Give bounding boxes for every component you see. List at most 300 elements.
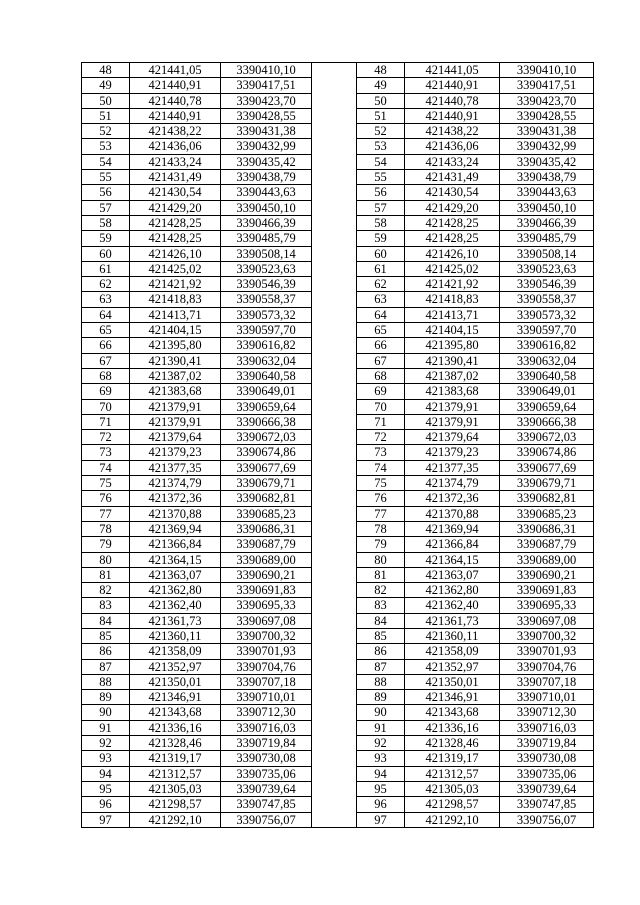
point-number-cell: 80	[357, 552, 405, 567]
y-coordinate-cell: 3390659,64	[221, 399, 312, 414]
point-number-cell: 76	[357, 491, 405, 506]
x-coordinate-cell: 421343,68	[405, 705, 500, 720]
table-row	[357, 200, 594, 215]
x-coordinate-cell: 421352,97	[405, 659, 500, 674]
x-coordinate-cell: 421361,73	[130, 613, 221, 628]
y-coordinate-cell: 3390685,23	[500, 506, 594, 521]
y-coordinate-cell: 3390747,85	[221, 797, 312, 812]
y-coordinate-cell: 3390707,18	[221, 674, 312, 689]
point-number-cell: 62	[82, 277, 130, 292]
table-row	[82, 399, 312, 414]
table-row	[82, 567, 312, 582]
y-coordinate-cell: 3390704,76	[221, 659, 312, 674]
table-row	[357, 307, 594, 322]
point-number-cell: 84	[357, 613, 405, 628]
table-row	[82, 185, 312, 200]
x-coordinate-cell: 421350,01	[130, 674, 221, 689]
table-row	[82, 797, 312, 812]
point-number-cell: 91	[82, 720, 130, 735]
table-row	[357, 736, 594, 751]
point-number-cell: 83	[82, 598, 130, 613]
point-number-cell: 77	[82, 506, 130, 521]
y-coordinate-cell: 3390558,37	[221, 292, 312, 307]
x-coordinate-cell: 421431,49	[130, 170, 221, 185]
x-coordinate-cell: 421369,94	[405, 521, 500, 536]
y-coordinate-cell: 3390689,00	[221, 552, 312, 567]
x-coordinate-cell: 421418,83	[405, 292, 500, 307]
table-row	[357, 659, 594, 674]
point-number-cell: 59	[82, 231, 130, 246]
table-row	[357, 430, 594, 445]
point-number-cell: 87	[82, 659, 130, 674]
x-coordinate-cell: 421377,35	[130, 460, 221, 475]
x-coordinate-cell: 421305,03	[405, 781, 500, 796]
point-number-cell: 65	[82, 323, 130, 338]
table-row	[82, 812, 312, 827]
x-coordinate-cell: 421429,20	[405, 200, 500, 215]
table-row	[357, 766, 594, 781]
table-row	[357, 338, 594, 353]
table-row	[82, 552, 312, 567]
point-number-cell: 64	[357, 307, 405, 322]
table-row	[82, 154, 312, 169]
y-coordinate-cell: 3390432,99	[500, 139, 594, 154]
point-number-cell: 61	[82, 261, 130, 276]
point-number-cell: 82	[357, 583, 405, 598]
table-row	[357, 476, 594, 491]
x-coordinate-cell: 421379,91	[130, 399, 221, 414]
x-coordinate-cell: 421358,09	[130, 644, 221, 659]
point-number-cell: 76	[82, 491, 130, 506]
x-coordinate-cell: 421336,16	[130, 720, 221, 735]
point-number-cell: 96	[82, 797, 130, 812]
point-number-cell: 69	[357, 384, 405, 399]
table-row	[357, 628, 594, 643]
y-coordinate-cell: 3390677,69	[221, 460, 312, 475]
y-coordinate-cell: 3390719,84	[500, 736, 594, 751]
y-coordinate-cell: 3390523,63	[221, 261, 312, 276]
point-number-cell: 97	[82, 812, 130, 827]
x-coordinate-cell: 421363,07	[130, 567, 221, 582]
coordinate-table-body	[357, 63, 594, 828]
y-coordinate-cell: 3390686,31	[221, 521, 312, 536]
point-number-cell: 49	[357, 78, 405, 93]
x-coordinate-cell: 421292,10	[130, 812, 221, 827]
y-coordinate-cell: 3390546,39	[500, 277, 594, 292]
point-number-cell: 89	[82, 690, 130, 705]
table-row	[82, 674, 312, 689]
point-number-cell: 66	[357, 338, 405, 353]
y-coordinate-cell: 3390485,79	[500, 231, 594, 246]
table-row	[82, 384, 312, 399]
y-coordinate-cell: 3390428,55	[221, 108, 312, 123]
point-number-cell: 50	[357, 93, 405, 108]
point-number-cell: 58	[82, 215, 130, 230]
y-coordinate-cell: 3390450,10	[500, 200, 594, 215]
table-row	[357, 231, 594, 246]
table-row	[82, 292, 312, 307]
x-coordinate-cell: 421440,91	[405, 108, 500, 123]
point-number-cell: 97	[357, 812, 405, 827]
x-coordinate-cell: 421440,91	[130, 108, 221, 123]
y-coordinate-cell: 3390640,58	[221, 368, 312, 383]
x-coordinate-cell: 421413,71	[405, 307, 500, 322]
y-coordinate-cell: 3390712,30	[500, 705, 594, 720]
x-coordinate-cell: 421387,02	[405, 368, 500, 383]
y-coordinate-cell: 3390435,42	[500, 154, 594, 169]
x-coordinate-cell: 421379,91	[405, 414, 500, 429]
table-row	[357, 781, 594, 796]
x-coordinate-cell: 421363,07	[405, 567, 500, 582]
y-coordinate-cell: 3390730,08	[500, 751, 594, 766]
y-coordinate-cell: 3390435,42	[221, 154, 312, 169]
x-coordinate-cell: 421387,02	[130, 368, 221, 383]
point-number-cell: 95	[357, 781, 405, 796]
y-coordinate-cell: 3390616,82	[221, 338, 312, 353]
x-coordinate-cell: 421379,23	[405, 445, 500, 460]
table-row	[357, 368, 594, 383]
table-row	[357, 246, 594, 261]
table-row	[357, 521, 594, 536]
y-coordinate-cell: 3390710,01	[221, 690, 312, 705]
point-number-cell: 48	[357, 63, 405, 78]
table-row	[357, 78, 594, 93]
x-coordinate-cell: 421312,57	[405, 766, 500, 781]
table-row	[82, 476, 312, 491]
point-number-cell: 86	[82, 644, 130, 659]
x-coordinate-cell: 421433,24	[405, 154, 500, 169]
point-number-cell: 82	[82, 583, 130, 598]
table-row	[357, 537, 594, 552]
x-coordinate-cell: 421440,78	[405, 93, 500, 108]
x-coordinate-cell: 421430,54	[405, 185, 500, 200]
point-number-cell: 55	[357, 170, 405, 185]
table-row	[82, 736, 312, 751]
point-number-cell: 52	[357, 124, 405, 139]
point-number-cell: 75	[82, 476, 130, 491]
x-coordinate-cell: 421366,84	[130, 537, 221, 552]
point-number-cell: 67	[82, 353, 130, 368]
y-coordinate-cell: 3390686,31	[500, 521, 594, 536]
point-number-cell: 78	[82, 521, 130, 536]
y-coordinate-cell: 3390704,76	[500, 659, 594, 674]
y-coordinate-cell: 3390417,51	[221, 78, 312, 93]
y-coordinate-cell: 3390716,03	[221, 720, 312, 735]
table-row	[82, 506, 312, 521]
table-row	[357, 598, 594, 613]
point-number-cell: 93	[357, 751, 405, 766]
x-coordinate-cell: 421436,06	[405, 139, 500, 154]
x-coordinate-cell: 421379,64	[130, 430, 221, 445]
point-number-cell: 95	[82, 781, 130, 796]
y-coordinate-cell: 3390485,79	[221, 231, 312, 246]
table-row	[82, 537, 312, 552]
x-coordinate-cell: 421362,40	[130, 598, 221, 613]
point-number-cell: 63	[357, 292, 405, 307]
x-coordinate-cell: 421305,03	[130, 781, 221, 796]
table-row	[82, 598, 312, 613]
x-coordinate-cell: 421425,02	[130, 261, 221, 276]
y-coordinate-cell: 3390443,63	[500, 185, 594, 200]
table-row	[82, 139, 312, 154]
y-coordinate-cell: 3390716,03	[500, 720, 594, 735]
y-coordinate-cell: 3390730,08	[221, 751, 312, 766]
y-coordinate-cell: 3390710,01	[500, 690, 594, 705]
x-coordinate-cell: 421372,36	[130, 491, 221, 506]
point-number-cell: 84	[82, 613, 130, 628]
point-number-cell: 59	[357, 231, 405, 246]
x-coordinate-cell: 421360,11	[130, 628, 221, 643]
point-number-cell: 81	[357, 567, 405, 582]
table-row	[357, 124, 594, 139]
y-coordinate-cell: 3390428,55	[500, 108, 594, 123]
y-coordinate-cell: 3390466,39	[500, 215, 594, 230]
x-coordinate-cell: 421441,05	[405, 63, 500, 78]
x-coordinate-cell: 421379,64	[405, 430, 500, 445]
y-coordinate-cell: 3390735,06	[500, 766, 594, 781]
table-row	[357, 751, 594, 766]
point-number-cell: 92	[82, 736, 130, 751]
y-coordinate-cell: 3390695,33	[221, 598, 312, 613]
point-number-cell: 81	[82, 567, 130, 582]
y-coordinate-cell: 3390682,81	[221, 491, 312, 506]
table-row	[82, 583, 312, 598]
y-coordinate-cell: 3390701,93	[221, 644, 312, 659]
table-row	[357, 261, 594, 276]
point-number-cell: 52	[82, 124, 130, 139]
x-coordinate-cell: 421292,10	[405, 812, 500, 827]
x-coordinate-cell: 421360,11	[405, 628, 500, 643]
table-row	[82, 63, 312, 78]
table-row	[357, 552, 594, 567]
x-coordinate-cell: 421370,88	[130, 506, 221, 521]
table-row	[82, 215, 312, 230]
table-row	[357, 384, 594, 399]
x-coordinate-cell: 421430,54	[130, 185, 221, 200]
table-row	[357, 613, 594, 628]
y-coordinate-cell: 3390679,71	[221, 476, 312, 491]
point-number-cell: 91	[357, 720, 405, 735]
point-number-cell: 74	[82, 460, 130, 475]
table-row	[357, 353, 594, 368]
y-coordinate-cell: 3390466,39	[221, 215, 312, 230]
table-row	[357, 674, 594, 689]
y-coordinate-cell: 3390666,38	[500, 414, 594, 429]
y-coordinate-cell: 3390508,14	[500, 246, 594, 261]
x-coordinate-cell: 421395,80	[405, 338, 500, 353]
y-coordinate-cell: 3390417,51	[500, 78, 594, 93]
y-coordinate-cell: 3390672,03	[221, 430, 312, 445]
table-row	[82, 124, 312, 139]
y-coordinate-cell: 3390659,64	[500, 399, 594, 414]
table-row	[357, 690, 594, 705]
point-number-cell: 53	[357, 139, 405, 154]
y-coordinate-cell: 3390640,58	[500, 368, 594, 383]
table-row	[82, 613, 312, 628]
x-coordinate-cell: 421404,15	[405, 323, 500, 338]
y-coordinate-cell: 3390747,85	[500, 797, 594, 812]
x-coordinate-cell: 421319,17	[130, 751, 221, 766]
point-number-cell: 71	[82, 414, 130, 429]
x-coordinate-cell: 421429,20	[130, 200, 221, 215]
y-coordinate-cell: 3390443,63	[221, 185, 312, 200]
y-coordinate-cell: 3390685,23	[221, 506, 312, 521]
point-number-cell: 90	[82, 705, 130, 720]
point-number-cell: 79	[357, 537, 405, 552]
y-coordinate-cell: 3390739,64	[500, 781, 594, 796]
x-coordinate-cell: 421441,05	[130, 63, 221, 78]
table-row	[82, 108, 312, 123]
x-coordinate-cell: 421395,80	[130, 338, 221, 353]
y-coordinate-cell: 3390573,32	[221, 307, 312, 322]
table-row	[357, 812, 594, 827]
x-coordinate-cell: 421440,91	[130, 78, 221, 93]
point-number-cell: 62	[357, 277, 405, 292]
table-row	[82, 307, 312, 322]
point-number-cell: 94	[357, 766, 405, 781]
x-coordinate-cell: 421433,24	[130, 154, 221, 169]
x-coordinate-cell: 421428,25	[405, 231, 500, 246]
x-coordinate-cell: 421390,41	[405, 353, 500, 368]
x-coordinate-cell: 421379,91	[130, 414, 221, 429]
y-coordinate-cell: 3390735,06	[221, 766, 312, 781]
point-number-cell: 78	[357, 521, 405, 536]
x-coordinate-cell: 421358,09	[405, 644, 500, 659]
x-coordinate-cell: 421328,46	[405, 736, 500, 751]
x-coordinate-cell: 421364,15	[405, 552, 500, 567]
table-row	[357, 583, 594, 598]
y-coordinate-cell: 3390712,30	[221, 705, 312, 720]
x-coordinate-cell: 421362,80	[405, 583, 500, 598]
point-number-cell: 73	[82, 445, 130, 460]
point-number-cell: 69	[82, 384, 130, 399]
x-coordinate-cell: 421312,57	[130, 766, 221, 781]
x-coordinate-cell: 421362,40	[405, 598, 500, 613]
point-number-cell: 92	[357, 736, 405, 751]
y-coordinate-cell: 3390691,83	[221, 583, 312, 598]
x-coordinate-cell: 421438,22	[130, 124, 221, 139]
x-coordinate-cell: 421352,97	[130, 659, 221, 674]
x-coordinate-cell: 421440,91	[405, 78, 500, 93]
y-coordinate-cell: 3390682,81	[500, 491, 594, 506]
point-number-cell: 96	[357, 797, 405, 812]
point-number-cell: 56	[357, 185, 405, 200]
point-number-cell: 64	[82, 307, 130, 322]
table-row	[357, 506, 594, 521]
table-row	[357, 323, 594, 338]
point-number-cell: 65	[357, 323, 405, 338]
table-row	[357, 154, 594, 169]
y-coordinate-cell: 3390690,21	[500, 567, 594, 582]
x-coordinate-cell: 421421,92	[405, 277, 500, 292]
table-row	[82, 368, 312, 383]
point-number-cell: 51	[357, 108, 405, 123]
table-row	[357, 63, 594, 78]
x-coordinate-cell: 421431,49	[405, 170, 500, 185]
x-coordinate-cell: 421346,91	[405, 690, 500, 705]
x-coordinate-cell: 421336,16	[405, 720, 500, 735]
point-number-cell: 68	[82, 368, 130, 383]
y-coordinate-cell: 3390756,07	[221, 812, 312, 827]
x-coordinate-cell: 421413,71	[130, 307, 221, 322]
y-coordinate-cell: 3390438,79	[500, 170, 594, 185]
x-coordinate-cell: 421361,73	[405, 613, 500, 628]
y-coordinate-cell: 3390689,00	[500, 552, 594, 567]
x-coordinate-cell: 421428,25	[405, 215, 500, 230]
y-coordinate-cell: 3390450,10	[221, 200, 312, 215]
y-coordinate-cell: 3390632,04	[221, 353, 312, 368]
point-number-cell: 72	[82, 430, 130, 445]
table-row	[357, 108, 594, 123]
table-gap-divider	[311, 62, 356, 828]
point-number-cell: 70	[82, 399, 130, 414]
x-coordinate-cell: 421428,25	[130, 231, 221, 246]
y-coordinate-cell: 3390695,33	[500, 598, 594, 613]
table-row	[82, 430, 312, 445]
point-number-cell: 60	[357, 246, 405, 261]
table-row	[82, 338, 312, 353]
y-coordinate-cell: 3390701,93	[500, 644, 594, 659]
y-coordinate-cell: 3390546,39	[221, 277, 312, 292]
x-coordinate-cell: 421362,80	[130, 583, 221, 598]
x-coordinate-cell: 421372,36	[405, 491, 500, 506]
table-row	[82, 659, 312, 674]
point-number-cell: 57	[82, 200, 130, 215]
x-coordinate-cell: 421426,10	[405, 246, 500, 261]
y-coordinate-cell: 3390687,79	[221, 537, 312, 552]
y-coordinate-cell: 3390431,38	[221, 124, 312, 139]
point-number-cell: 48	[82, 63, 130, 78]
table-row	[357, 399, 594, 414]
table-row	[82, 644, 312, 659]
point-number-cell: 57	[357, 200, 405, 215]
x-coordinate-cell: 421319,17	[405, 751, 500, 766]
y-coordinate-cell: 3390597,70	[500, 323, 594, 338]
point-number-cell: 75	[357, 476, 405, 491]
x-coordinate-cell: 421298,57	[130, 797, 221, 812]
table-row	[82, 170, 312, 185]
point-number-cell: 88	[82, 674, 130, 689]
y-coordinate-cell: 3390677,69	[500, 460, 594, 475]
table-row	[82, 781, 312, 796]
x-coordinate-cell: 421350,01	[405, 674, 500, 689]
y-coordinate-cell: 3390679,71	[500, 476, 594, 491]
x-coordinate-cell: 421383,68	[405, 384, 500, 399]
table-row	[357, 491, 594, 506]
y-coordinate-cell: 3390508,14	[221, 246, 312, 261]
point-number-cell: 74	[357, 460, 405, 475]
point-number-cell: 90	[357, 705, 405, 720]
point-number-cell: 58	[357, 215, 405, 230]
y-coordinate-cell: 3390632,04	[500, 353, 594, 368]
x-coordinate-cell: 421346,91	[130, 690, 221, 705]
x-coordinate-cell: 421379,91	[405, 399, 500, 414]
table-row	[82, 277, 312, 292]
table-row	[82, 93, 312, 108]
table-row	[357, 292, 594, 307]
x-coordinate-cell: 421404,15	[130, 323, 221, 338]
table-row	[357, 185, 594, 200]
x-coordinate-cell: 421418,83	[130, 292, 221, 307]
y-coordinate-cell: 3390700,32	[221, 628, 312, 643]
point-number-cell: 83	[357, 598, 405, 613]
point-number-cell: 70	[357, 399, 405, 414]
y-coordinate-cell: 3390597,70	[221, 323, 312, 338]
y-coordinate-cell: 3390410,10	[221, 63, 312, 78]
x-coordinate-cell: 421328,46	[130, 736, 221, 751]
point-number-cell: 50	[82, 93, 130, 108]
x-coordinate-cell: 421383,68	[130, 384, 221, 399]
